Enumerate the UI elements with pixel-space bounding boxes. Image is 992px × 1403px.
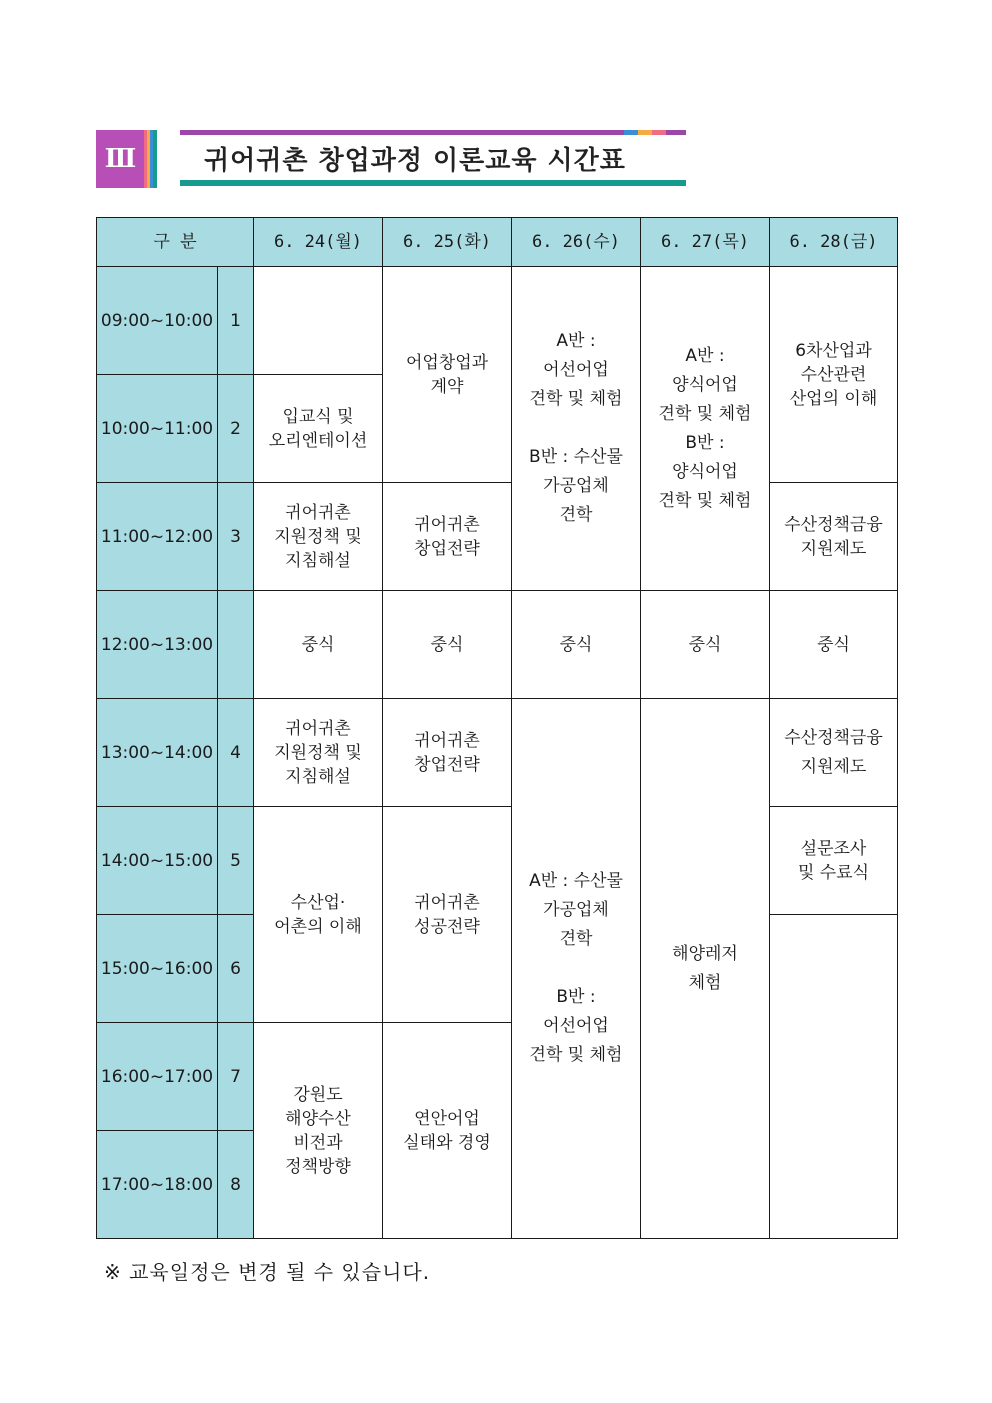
section-number-badge bbox=[96, 130, 144, 188]
schedule-note: ※ 교육일정은 변경 될 수 있습니다. bbox=[104, 1260, 431, 1284]
title-accent bbox=[638, 130, 652, 135]
header-category: 구 분 bbox=[97, 218, 254, 267]
class-cell: 귀어귀촌 성공전략 bbox=[383, 807, 512, 1023]
class-cell: 6차산업과 수산관련 산업의 이해 bbox=[770, 267, 898, 483]
class-cell: 귀어귀촌 지원정책 및 지침해설 bbox=[254, 699, 383, 807]
time-slot: 13:00~14:00 bbox=[97, 699, 218, 807]
header-day-tue: 6. 25(화) bbox=[383, 218, 512, 267]
class-cell: 귀어귀촌 창업전략 bbox=[383, 699, 512, 807]
schedule-table bbox=[96, 217, 898, 1239]
header-day-fri: 6. 28(금) bbox=[770, 218, 898, 267]
lunch-cell: 중식 bbox=[254, 591, 383, 699]
lunch-cell: 중식 bbox=[641, 591, 770, 699]
period-number: 1 bbox=[218, 267, 254, 375]
class-cell: A반 : 어선어업 견학 및 체험 B반 : 수산물 가공업체 견학 bbox=[512, 267, 641, 591]
class-cell: 연안어업 실태와 경영 bbox=[383, 1023, 512, 1239]
period-number: 4 bbox=[218, 699, 254, 807]
class-cell: 수산업· 어촌의 이해 bbox=[254, 807, 383, 1023]
table-row bbox=[97, 699, 898, 807]
table-row bbox=[97, 267, 898, 375]
class-cell: 귀어귀촌 지원정책 및 지침해설 bbox=[254, 483, 383, 591]
title-accent bbox=[652, 130, 666, 135]
section-title: 귀어귀촌 창업과정 이론교육 시간표 bbox=[204, 146, 626, 176]
period-number: 8 bbox=[218, 1131, 254, 1239]
lunch-cell: 중식 bbox=[770, 591, 898, 699]
table-row bbox=[97, 483, 898, 591]
lunch-cell: 중식 bbox=[512, 591, 641, 699]
header-row bbox=[97, 218, 898, 267]
header-day-mon: 6. 24(월) bbox=[254, 218, 383, 267]
class-cell: 수산정책금융 지원제도 bbox=[770, 483, 898, 591]
table-row bbox=[97, 591, 898, 699]
class-cell: 설문조사 및 수료식 bbox=[770, 807, 898, 915]
period-number: 3 bbox=[218, 483, 254, 591]
time-slot: 15:00~16:00 bbox=[97, 915, 218, 1023]
class-cell: 해양레저 체험 bbox=[641, 699, 770, 1239]
time-slot: 12:00~13:00 bbox=[97, 591, 218, 699]
class-cell: A반 : 양식어업 견학 및 체험 B반 : 양식어업 견학 및 체험 bbox=[641, 267, 770, 591]
table-row bbox=[97, 807, 898, 915]
title-top-bar bbox=[180, 130, 686, 135]
period-number: 2 bbox=[218, 375, 254, 483]
time-slot: 11:00~12:00 bbox=[97, 483, 218, 591]
class-cell: A반 : 수산물 가공업체 견학 B반 : 어선어업 견학 및 체험 bbox=[512, 699, 641, 1239]
period-number: 6 bbox=[218, 915, 254, 1023]
header-day-thu: 6. 27(목) bbox=[641, 218, 770, 267]
time-slot: 16:00~17:00 bbox=[97, 1023, 218, 1131]
class-cell bbox=[770, 915, 898, 1239]
period-number: 5 bbox=[218, 807, 254, 915]
class-cell: 강원도 해양수산 비전과 정책방향 bbox=[254, 1023, 383, 1239]
class-cell: 어업창업과 계약 bbox=[383, 267, 512, 483]
class-cell: 수산정책금융 지원제도 bbox=[770, 699, 898, 807]
period-number bbox=[218, 591, 254, 699]
title-accent bbox=[624, 130, 638, 135]
class-cell: 입교식 및 오리엔테이션 bbox=[254, 375, 383, 483]
period-number: 7 bbox=[218, 1023, 254, 1131]
title-bottom-bar bbox=[180, 180, 686, 186]
class-cell: 귀어귀촌 창업전략 bbox=[383, 483, 512, 591]
time-slot: 14:00~15:00 bbox=[97, 807, 218, 915]
time-slot: 10:00~11:00 bbox=[97, 375, 218, 483]
decor-stripe bbox=[153, 130, 157, 188]
time-slot: 17:00~18:00 bbox=[97, 1131, 218, 1239]
lunch-cell: 중식 bbox=[383, 591, 512, 699]
header-day-wed: 6. 26(수) bbox=[512, 218, 641, 267]
section-header bbox=[96, 128, 688, 188]
section-number: Ⅲ bbox=[104, 144, 136, 174]
time-slot: 09:00~10:00 bbox=[97, 267, 218, 375]
class-cell bbox=[254, 267, 383, 375]
